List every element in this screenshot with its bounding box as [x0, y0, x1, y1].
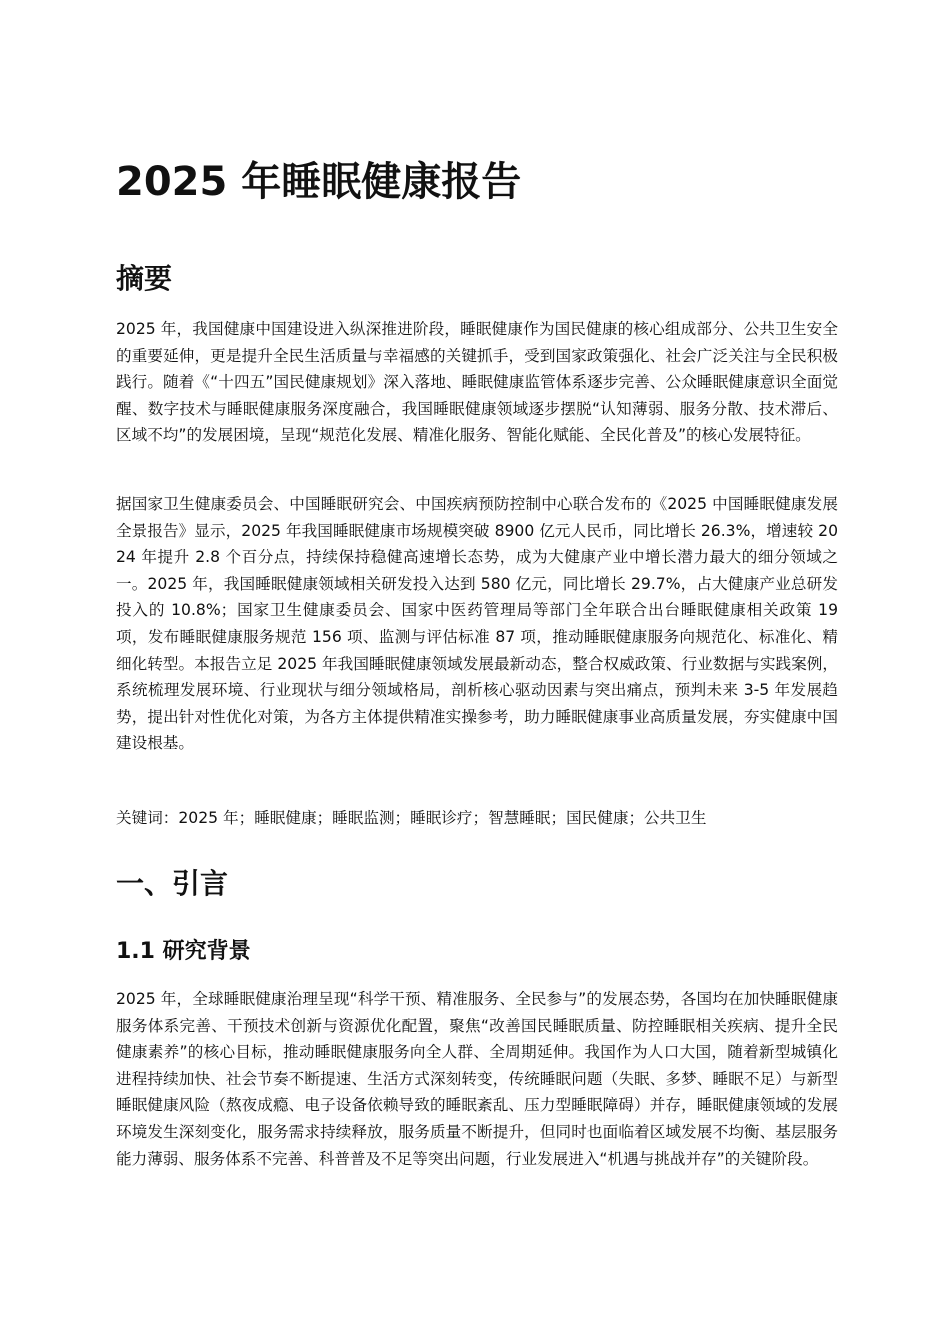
document-title: 2025 年睡眠健康报告 — [116, 159, 522, 205]
abstract-heading: 摘要 — [116, 262, 173, 295]
keywords-line: 关键词：2025 年；睡眠健康；睡眠监测；睡眠诊疗；智慧睡眠；国民健康；公共卫生 — [116, 809, 707, 827]
section-1-heading: 一、引言 — [116, 867, 229, 900]
abstract-paragraph-2: 据国家卫生健康委员会、中国睡眠研究会、中国疾病预防控制中心联合发布的《2025 中国睡眠健康发展全景报告》显示，2025 年我国睡眠健康市场规模突破 8900 亿元人民币，同比增长 26.3%，增速较 2024 年提升 2.8 个百分点，持续保持稳健高速增长态势，成为大健康产业中增长潜力最大的细分领域之一。2025 年，我国睡眠健康领域相关研发投入达到 580 亿元，同比增长 29.7%，占大健康产业总研发投入的 10.8%；国家卫生健康委员会、国家中医药管理局等部门全年联合出台睡眠健康相关政策 19 项，发布睡眠健康服务规范 156 项、监测与评估标准 87 项，推动睡眠健康服务向规范化、标准化、精细化转型。本报告立足 2025 年我国睡眠健康领域发展最新动态，整合权威政策、行业数据与实践案例，系统梳理发展环境、行业现状与细分领域格局，剖析核心驱动因素与突出痛点，预判未来 3-5 年发展趋势，提出针对性优化对策，为各方主体提供精准实操参考，助力睡眠健康事业高质量发展，夯实健康中国建设根基。 — [116, 495, 838, 753]
section-1-1-paragraph: 2025 年，全球睡眠健康治理呈现“科学干预、精准服务、全民参与”的发展态势，各国均在加快睡眠健康服务体系完善、干预技术创新与资源优化配置，聚焦“改善国民睡眠质量、防控睡眠相关疾病、提升全民健康素养”的核心目标，推动睡眠健康服务向全人群、全周期延伸。我国作为人口大国，随着新型城镇化进程持续加快、社会节奏不断提速、生活方式深刻转变，传统睡眠问题（失眠、多梦、睡眠不足）与新型睡眠健康风险（熬夜成瘾、电子设备依赖导致的睡眠紊乱、压力型睡眠障碍）并存，睡眠健康领域的发展环境发生深刻变化，服务需求持续释放，服务质量不断提升，但同时也面临着区域发展不均衡、基层服务能力薄弱、服务体系不完善、科普普及不足等突出问题，行业发展进入“机遇与挑战并存”的关键阶段。 — [116, 990, 838, 1168]
section-1-1-heading: 1.1 研究背景 — [116, 939, 251, 964]
abstract-paragraph-1: 2025 年，我国健康中国建设进入纵深推进阶段，睡眠健康作为国民健康的核心组成部分、公共卫生安全的重要延伸，更是提升全民生活质量与幸福感的关键抓手，受到国家政策强化、社会广泛关注与全民积极践行。随着《“十四五”国民健康规划》深入落地、睡眠健康监管体系逐步完善、公众睡眠健康意识全面觉醒、数字技术与睡眠健康服务深度融合，我国睡眠健康领域逐步摆脱“认知薄弱、服务分散、技术滞后、区域不均”的发展困境，呈现“规范化发展、精准化服务、智能化赋能、全民化普及”的核心发展特征。 — [116, 320, 838, 445]
